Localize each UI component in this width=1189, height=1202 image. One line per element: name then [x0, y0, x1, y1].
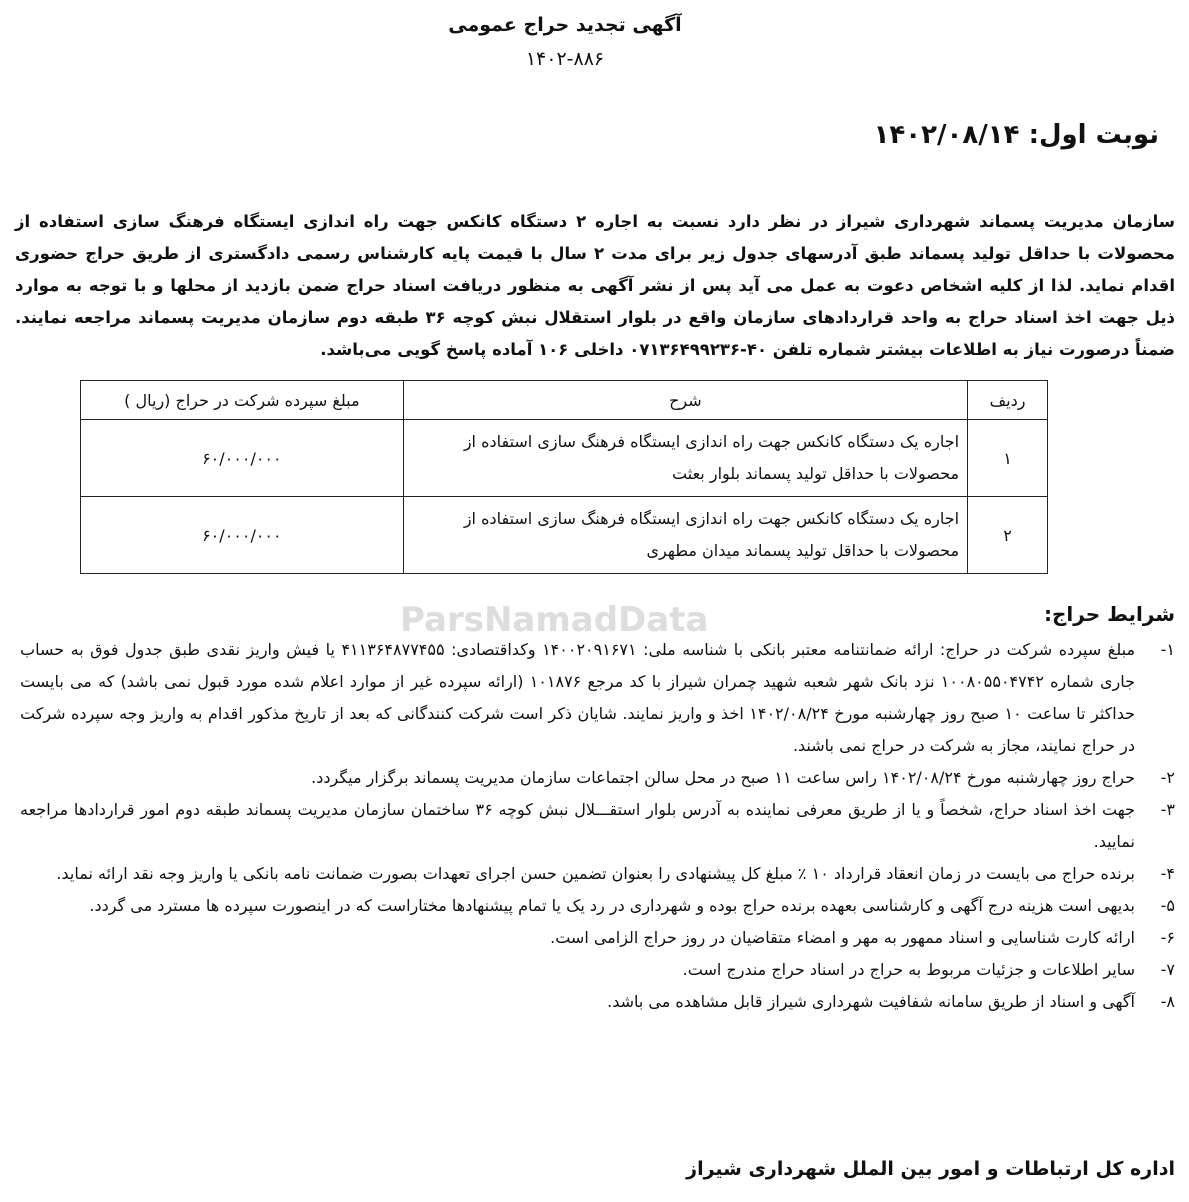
condition-text: آگهی و اسناد از طریق سامانه شفافیت شهرداری شیراز قابل مشاهده می باشد.	[607, 992, 1135, 1011]
header-deposit-amount: مبلغ سپرده شرکت در حراج (ریال )	[81, 381, 404, 420]
row-number: ۲	[968, 497, 1048, 574]
condition-number: ۳-	[1160, 800, 1175, 819]
table-row	[81, 497, 1048, 574]
row-number: ۱	[968, 420, 1048, 497]
table-header-row	[81, 381, 1048, 420]
round-date: نوبت اول: ۱۴۰۲/۰۸/۱۴	[873, 120, 1159, 150]
row-deposit-amount: ۶۰/۰۰۰/۰۰۰	[81, 420, 404, 497]
row-description: اجاره یک دستگاه کانکس جهت راه اندازی ایستگاه فرهنگ سازی استفاده از محصولات با حداقل تولید پسماند میدان مطهری	[403, 497, 967, 574]
condition-item	[20, 794, 1175, 858]
condition-item	[20, 986, 1175, 1018]
watermark-text: ParsNamadData	[400, 600, 709, 640]
condition-text: بدیهی است هزینه درج آگهی و کارشناسی بعهده برنده حراج بوده و شهرداری در رد یک یا تمام پیشنهادها مختاراست که در اینصورت سپرده ها مسترد می گردد.	[89, 896, 1135, 915]
condition-text: برنده حراج می بایست در زمان انعقاد قرارداد ۱۰ ٪ مبلغ کل پیشنهادی را بعنوان تضمین حسن اجرای تعهدات بصورت ضمانت نامه بانکی یا واریز وجه نقد ارائه نماید.	[56, 864, 1135, 883]
conditions-list	[20, 634, 1175, 1018]
condition-item	[20, 890, 1175, 922]
condition-text: سایر اطلاعات و جزئیات مربوط به حراج در اسناد حراج مندرج است.	[682, 960, 1135, 979]
issuer-signature: اداره کل ارتباطات و امور بین الملل شهرداری شیراز	[686, 1158, 1175, 1180]
header-description: شرح	[403, 381, 967, 420]
condition-item	[20, 954, 1175, 986]
condition-item	[20, 634, 1175, 762]
condition-number: ۷-	[1160, 960, 1175, 979]
condition-text: ارائه کارت شناسایی و اسناد ممهور به مهر و امضاء متقاضیان در روز حراج الزامی است.	[550, 928, 1135, 947]
condition-text: مبلغ سپرده شرکت در حراج: ارائه ضمانتنامه معتبر بانکی با شناسه ملی: ۱۴۰۰۲۰۹۱۶۷۱ وکداقتصادی: ۴۱۱۳۶۴۸۷۷۴۵۵ یا فیش واریز نقدی طبق جدول فوق به حساب جاری شماره ۱۰۰۸۰۵۵۰۴۷۴۲ نزد بانک شهر شعبه شهید چمران شیراز با کد مرجع ۱۰۱۸۷۶ (ارائه سپرده غیر از موارد اعلام شده مورد قبول نمی باشد) که می بایست حداکثر تا ساعت ۱۰ صبح روز چهارشنبه مورخ ۱۴۰۲/۰۸/۲۴ اخذ و واریز نمایند. شایان ذکر است شرکت کنندگانی که بعد از تاریخ مذکور اقدام به واریز وجه سپرده شرکت در حراج نمایند، مجاز به شرکت در حراج نمی باشند.	[20, 640, 1136, 755]
condition-text: حراج روز چهارشنبه مورخ ۱۴۰۲/۰۸/۲۴ راس ساعت ۱۱ صبح در محل سالن اجتماعات سازمان مدیریت پسماند برگزار میگردد.	[311, 768, 1135, 787]
condition-number: ۲-	[1160, 768, 1175, 787]
row-description: اجاره یک دستگاه کانکس جهت راه اندازی ایستگاه فرهنگ سازی استفاده از محصولات با حداقل تولید پسماند بلوار بعثت	[403, 420, 967, 497]
condition-item	[20, 922, 1175, 954]
row-deposit-amount: ۶۰/۰۰۰/۰۰۰	[81, 497, 404, 574]
notice-title: آگهی تجدید حراج عمومی	[448, 14, 682, 36]
intro-paragraph: سازمان مدیریت پسماند شهرداری شیراز در نظر دارد نسبت به اجاره ۲ دستگاه کانکس جهت راه اندازی ایستگاه فرهنگ سازی استفاده از محصولات با حداقل تولید پسماند طبق آدرسهای جدول زیر برای مدت ۲ سال با قیمت پایه کارشناس رسمی دادگستری از طریق حراج حضوری اقدام نماید. لذا از کلیه اشخاص دعوت به عمل می آید پس از نشر آگهی به منظور دریافت اسناد حراج ضمن بازدید از محلها و با توجه به موارد ذیل جهت اخذ اسناد حراج به واحد قراردادهای سازمان واقع در بلوار استقلال نبش کوچه ۳۶ طبقه دوم سازمان مدیریت پسماند مراجعه نمایند. ضمناً درصورت نیاز به اطلاعات بیشتر شماره تلفن ۴۰-۰۷۱۳۶۴۹۹۲۳۶ داخلی ۱۰۶ آماده پاسخ گویی می‌باشد.	[15, 212, 1176, 359]
items-table	[80, 380, 1048, 574]
condition-number: ۵-	[1160, 896, 1175, 915]
condition-text: جهت اخذ اسناد حراج، شخصاً و یا از طریق معرفی نماینده به آدرس بلوار استقـــلال نبش کوچه ۳۶ ساختمان سازمان مدیریت پسماند طبقه دوم امور قراردادها مراجعه نمایید.	[20, 800, 1136, 851]
condition-item	[20, 858, 1175, 890]
condition-item	[20, 762, 1175, 794]
header-row-number: ردیف	[968, 381, 1048, 420]
condition-number: ۶-	[1160, 928, 1175, 947]
table-row	[81, 420, 1048, 497]
condition-number: ۸-	[1160, 992, 1175, 1011]
conditions-title: شرایط حراج:	[1044, 602, 1175, 626]
condition-number: ۱-	[1160, 640, 1175, 659]
notice-number: ۱۴۰۲-۸۸۶	[525, 48, 605, 70]
condition-number: ۴-	[1160, 864, 1175, 883]
